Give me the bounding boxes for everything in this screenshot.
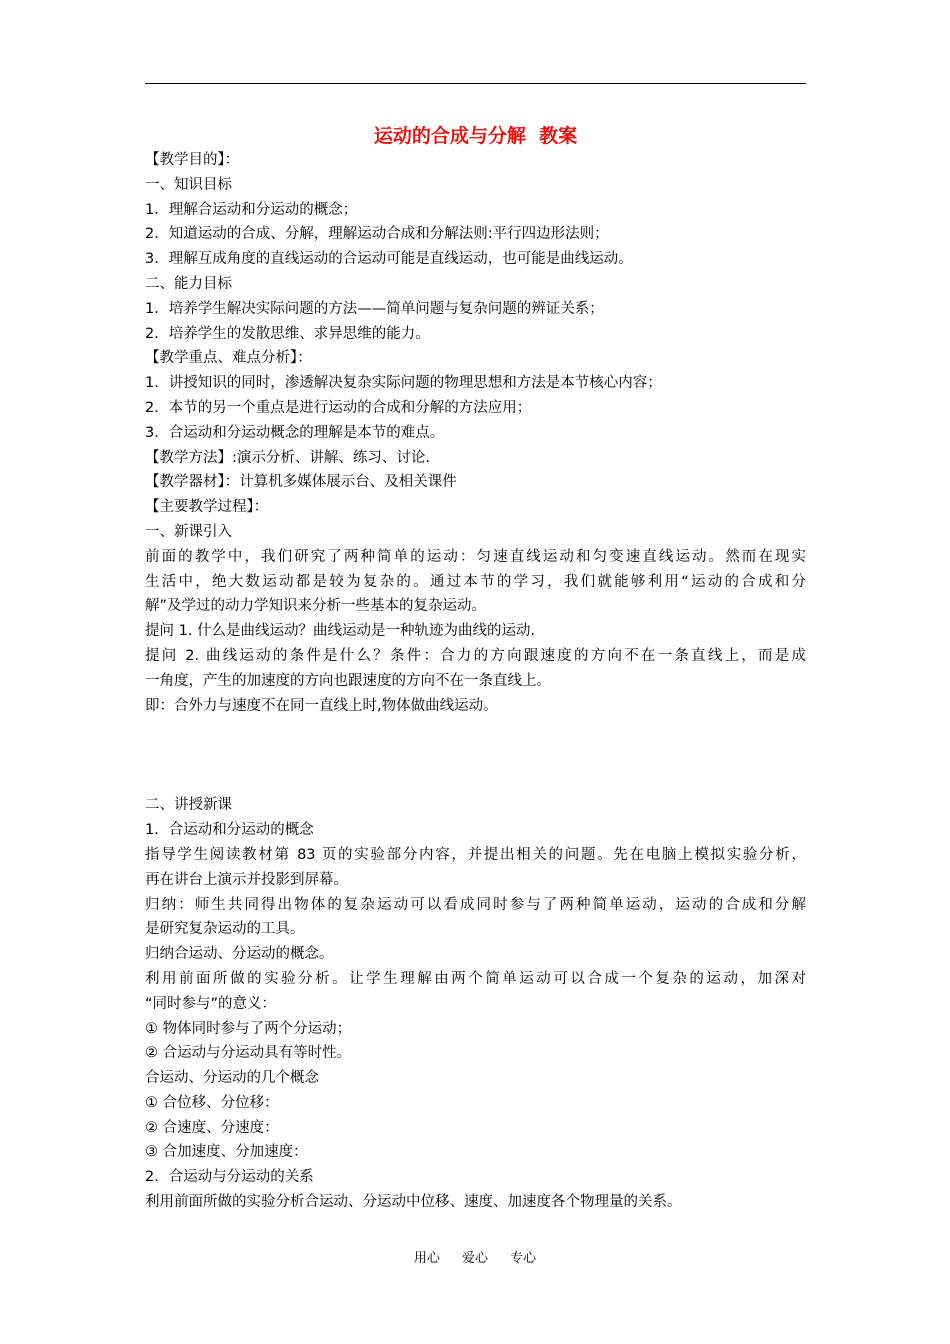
section-heading: 【教学器材】：计算机多媒体展示台、及相关课件 <box>145 474 457 491</box>
text-line: 合运动、分运动的几个概念 <box>145 1070 319 1087</box>
text-line: 1．理解合运动和分运动的概念； <box>145 201 358 218</box>
paragraph-line: 即：合外力与速度不在同一直线上时,物体做曲线运动。 <box>145 697 498 714</box>
text-line: 1．讲授知识的同时，渗透解决复杂实际问题的物理思想和方法是本节核心内容； <box>145 375 662 392</box>
document-body <box>145 148 806 1215</box>
list-item: ① 合位移、分位移： <box>145 1094 279 1111</box>
question-line: 提问 1. 什么是曲线运动？曲线运动是一种轨迹为曲线的运动. <box>145 623 536 640</box>
text-line: 2．知道运动的合成、分解，理解运动合成和分解法则:平行四边形法则； <box>145 226 609 243</box>
text-block-1 <box>145 148 806 718</box>
page-footer: 用心 爱心 专心 <box>413 1251 537 1266</box>
text-line: 1．合运动和分运动的概念 <box>145 822 314 839</box>
text-line: 3．理解互成角度的直线运动的合运动可能是直线运动，也可能是曲线运动。 <box>145 251 633 268</box>
list-item: ② 合速度、分速度： <box>145 1119 279 1136</box>
paragraph-line: 生活中，绝大数运动都是较为复杂的。通过本节的学习，我们就能够利用“运动的合成和分 <box>145 573 806 590</box>
paragraph-line: 一角度，产生的加速度的方向也跟速度的方向不在一条直线上。 <box>145 672 551 689</box>
text-block-2 <box>145 793 806 1215</box>
paragraph-line: 指导学生阅读教材第 83 页的实验部分内容，并提出相关的问题。先在电脑上模拟实验分析， <box>145 846 806 863</box>
header-rule <box>145 83 806 84</box>
section-heading: 【教学目的】： <box>145 152 240 168</box>
text-line: 2．本节的另一个重点是进行运动的合成和分解的方法应用； <box>145 399 532 416</box>
text-line: 2．合运动与分运动的关系 <box>145 1169 314 1186</box>
list-item: ① 物体同时参与了两个分运动； <box>145 1020 352 1037</box>
paragraph-line: 归纳：师生共同得出物体的复杂运动可以看成同时参与了两种简单运动，运动的合成和分解 <box>145 896 806 913</box>
question-line: 提问 2. 曲线运动的条件是什么？条件：合力的方向跟速度的方向不在一条直线上，而是成 <box>145 647 806 664</box>
subsection-heading: 一、知识目标 <box>145 176 232 193</box>
paragraph-line: 是研究复杂运动的工具。 <box>145 921 305 938</box>
paragraph-line: 利用前面所做的实验分析。让学生理解由两个简单运动可以合成一个复杂的运动，加深对 <box>145 970 806 987</box>
paragraph-line: 前面的教学中，我们研究了两种简单的运动：匀速直线运动和匀变速直线运动。然而在现实 <box>145 548 806 565</box>
subsection-heading: 一、新课引入 <box>145 523 232 540</box>
list-item: ③ 合加速度、分加速度： <box>145 1144 308 1161</box>
text-line: 2．培养学生的发散思维、求异思维的能力。 <box>145 325 430 342</box>
blank-space <box>145 718 806 793</box>
document-title: 运动的合成与分解 教案 <box>373 125 578 147</box>
paragraph-line: 解”及学过的动力学知识来分析一些基本的复杂运动。 <box>145 598 487 615</box>
text-line: 1．培养学生解决实际问题的方法——简单问题与复杂问题的辨证关系； <box>145 300 604 317</box>
paragraph-line: 再在讲台上演示并投影到屏幕。 <box>145 871 348 888</box>
section-heading: 【教学重点、难点分析】： <box>145 350 312 367</box>
subsection-heading: 二、能力目标 <box>145 275 232 292</box>
section-heading: 【教学方法】:演示分析、讲解、练习、讨论. <box>145 449 430 466</box>
list-item: ② 合运动与分运动具有等时性。 <box>145 1045 352 1062</box>
section-heading: 【主要教学过程】： <box>145 499 269 516</box>
paragraph-line: 归纳合运动、分运动的概念。 <box>145 946 334 963</box>
paragraph-line: “同时参与”的意义： <box>145 995 277 1012</box>
subsection-heading: 二、讲授新课 <box>145 797 232 814</box>
text-line: 3．合运动和分运动概念的理解是本节的难点。 <box>145 424 445 441</box>
paragraph-line: 利用前面所做的实验分析合运动、分运动中位移、速度、加速度各个物理量的关系。 <box>145 1194 682 1211</box>
